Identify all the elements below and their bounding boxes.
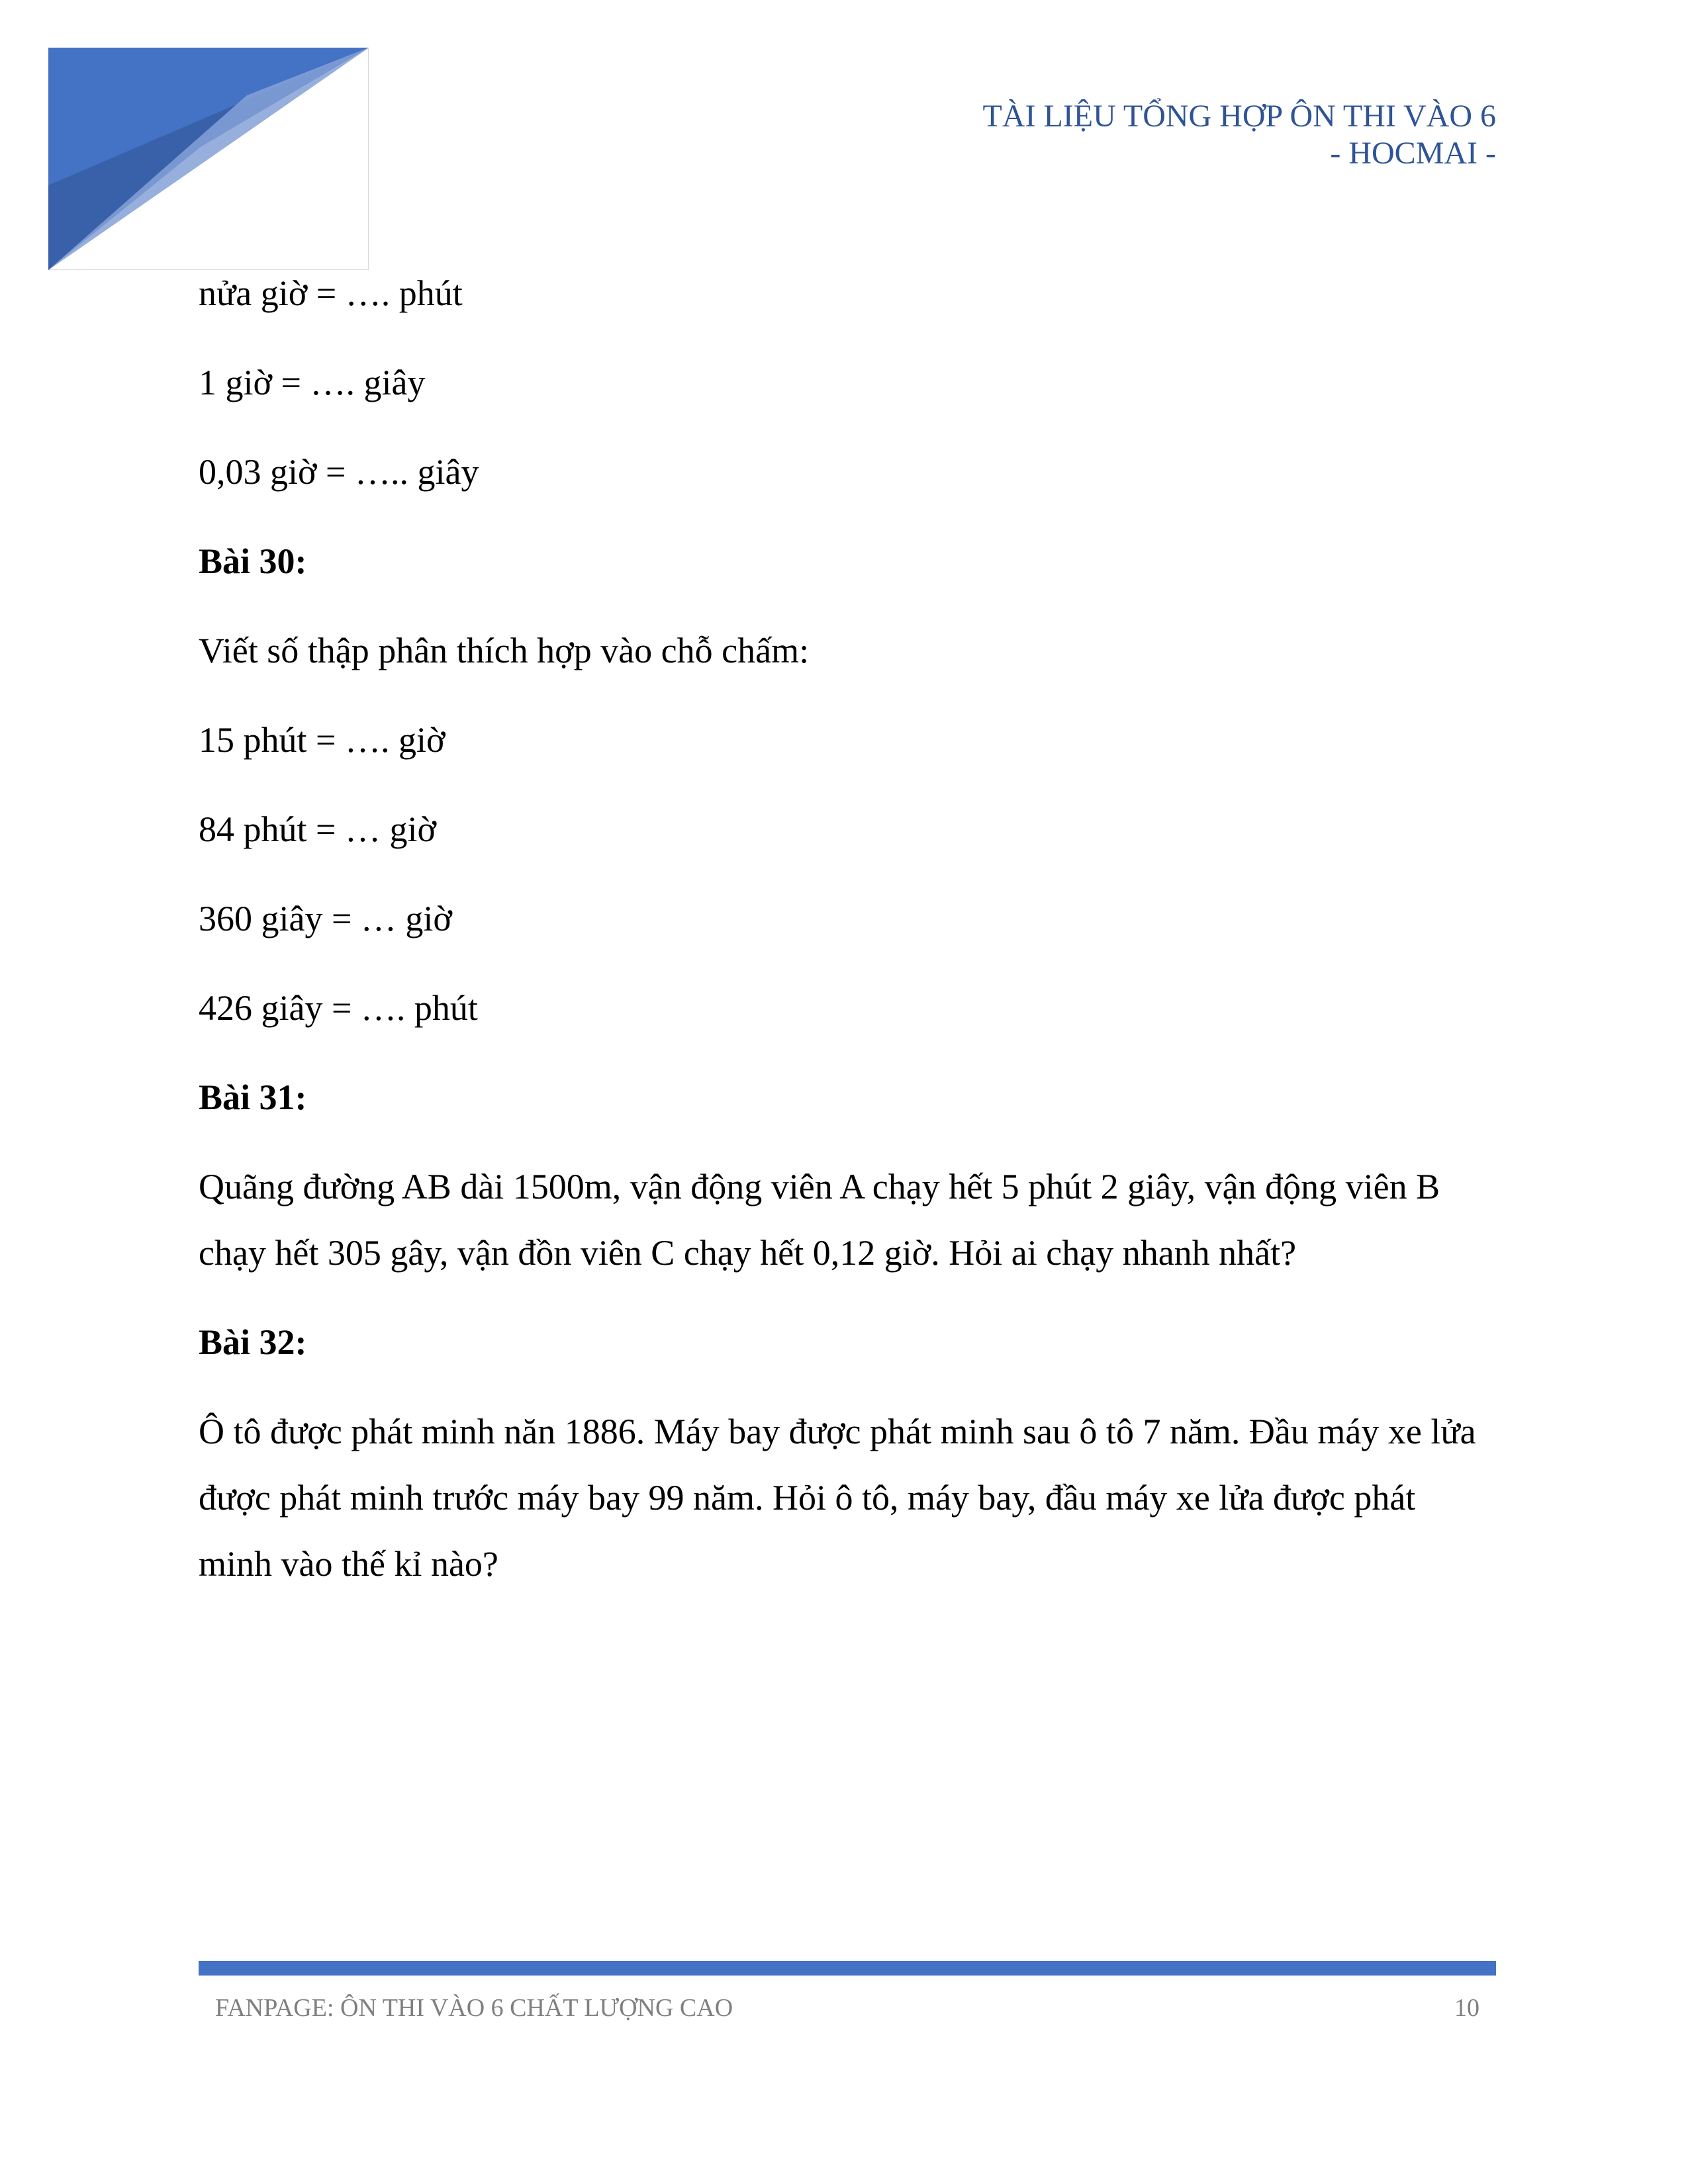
exercise-instruction: Viết số thập phân thích hợp vào chỗ chấm: bbox=[199, 631, 810, 670]
exercise-line: 426 giây = …. phút bbox=[199, 988, 478, 1028]
page-number: 10 bbox=[1454, 1994, 1479, 2022]
exercise-paragraph: Ô tô được phát minh năn 1886. Máy bay được phát minh sau ô tô 7 năm. Đầu máy xe lửa được phát minh trước máy bay 99 năm. Hỏi ô tô, máy bay, đầu máy xe lửa được phát minh vào thế kỉ nào? bbox=[199, 1412, 1476, 1584]
header-title: TÀI LIỆU TỔNG HỢP ÔN THI VÀO 6 bbox=[982, 99, 1496, 134]
footer-divider bbox=[199, 1961, 1496, 1976]
corner-decoration bbox=[48, 48, 369, 270]
exercise-line: 0,03 giờ = ….. giây bbox=[199, 452, 479, 492]
document-header bbox=[983, 98, 1497, 172]
header-subtitle: - HOCMAI - bbox=[1330, 136, 1496, 171]
exercise-line: 15 phút = …. giờ bbox=[199, 720, 445, 760]
exercise-line: 84 phút = … giờ bbox=[199, 809, 437, 849]
page-content bbox=[199, 260, 1496, 1620]
exercise-line: 1 giờ = …. giây bbox=[199, 363, 426, 402]
exercise-heading: Bài 32: bbox=[199, 1322, 307, 1362]
exercise-heading: Bài 31: bbox=[199, 1077, 307, 1117]
footer-fanpage: FANPAGE: ÔN THI VÀO 6 CHẤT LƯỢNG CAO bbox=[215, 1994, 733, 2022]
exercise-heading: Bài 30: bbox=[199, 541, 307, 581]
exercise-line: 360 giây = … giờ bbox=[199, 899, 452, 938]
exercise-line: nửa giờ = …. phút bbox=[199, 273, 463, 313]
exercise-paragraph: Quãng đường AB dài 1500m, vận động viên A chạy hết 5 phút 2 giây, vận động viên B chạy hết 305 gây, vận đồn viên C chạy hết 0,12 giờ. Hỏi ai chạy nhanh nhất? bbox=[199, 1167, 1440, 1273]
